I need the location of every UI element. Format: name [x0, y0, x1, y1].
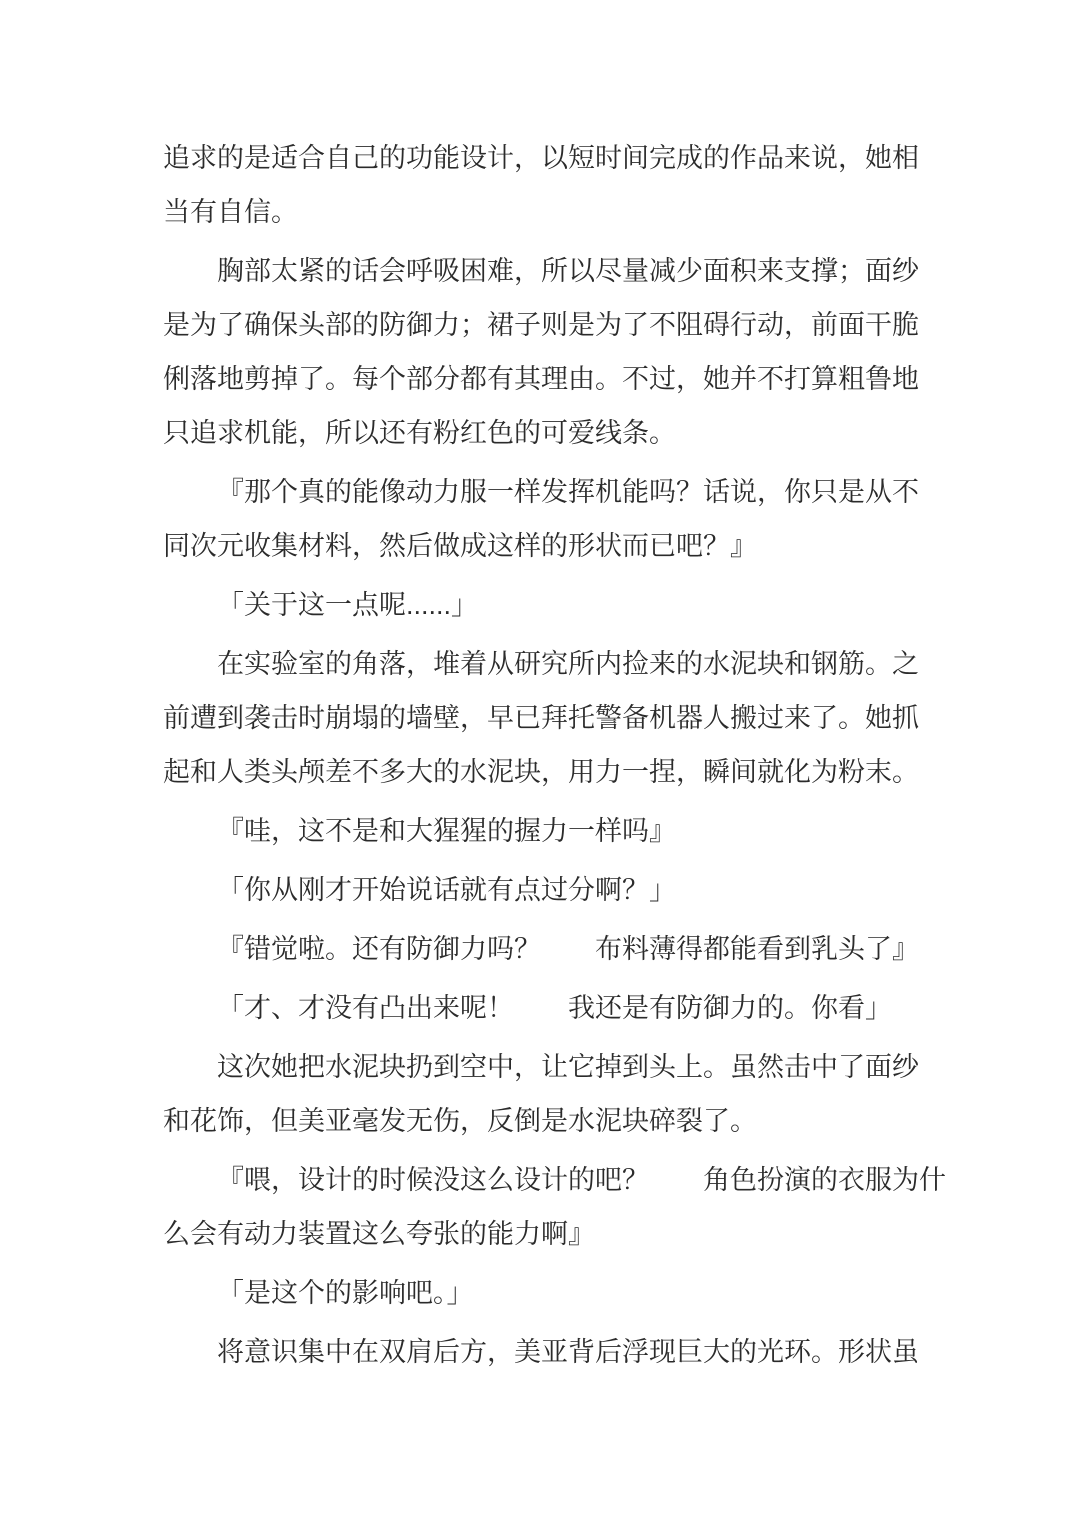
paragraph-dialogue: 『哇，这不是和大猩猩的握力一样吗』 [217, 816, 676, 846]
paragraph-dialogue: 『喂，设计的时候没这么设计的吧？ 角色扮演的衣服为什 么会有动力装置这么夸张的能力啊』 [163, 1165, 946, 1249]
paragraph: 这次她把水泥块扔到空中，让它掉到头上。虽然击中了面纱 和花饰，但美亚毫发无伤，反倒是水泥块碎裂了。 [163, 1052, 919, 1136]
paragraph-dialogue: 「才、才没有凸出来呢！ 我还是有防御力的。你看」 [217, 993, 892, 1023]
paragraph: 胸部太紧的话会呼吸困难，所以尽量减少面积来支撑；面纱 是为了确保头部的防御力；裙子则是为了不阻碍行动，前面干脆 俐落地剪掉了。每个部分都有其理由。不过，她并不打算粗鲁地 只追求机能，所以还有粉红色的可爱线条。 [163, 256, 919, 448]
paragraph-dialogue: 『错觉啦。还有防御力吗？ 布料薄得都能看到乳头了』 [217, 934, 919, 964]
novel-text-block [163, 131, 946, 1384]
paragraph-dialogue: 「你从刚才开始说话就有点过分啊？」 [217, 875, 676, 905]
paragraph: 追求的是适合自己的功能设计，以短时间完成的作品来说，她相 当有自信。 [163, 143, 919, 227]
paragraph-dialogue: 「是这个的影响吧。」 [217, 1278, 474, 1308]
paragraph: 将意识集中在双肩后方，美亚背后浮现巨大的光环。形状虽 [217, 1337, 919, 1367]
paragraph-dialogue: 「关于这一点呢......」 [217, 590, 479, 620]
paragraph-dialogue: 『那个真的能像动力服一样发挥机能吗？话说，你只是从不 同次元收集材料，然后做成这样的形状而已吧？』 [163, 477, 919, 561]
paragraph: 在实验室的角落，堆着从研究所内捡来的水泥块和钢筋。之 前遭到袭击时崩塌的墙壁，早已拜托警备机器人搬过来了。她抓 起和人类头颅差不多大的水泥块，用力一捏，瞬间就化为粉末。 [163, 649, 919, 787]
